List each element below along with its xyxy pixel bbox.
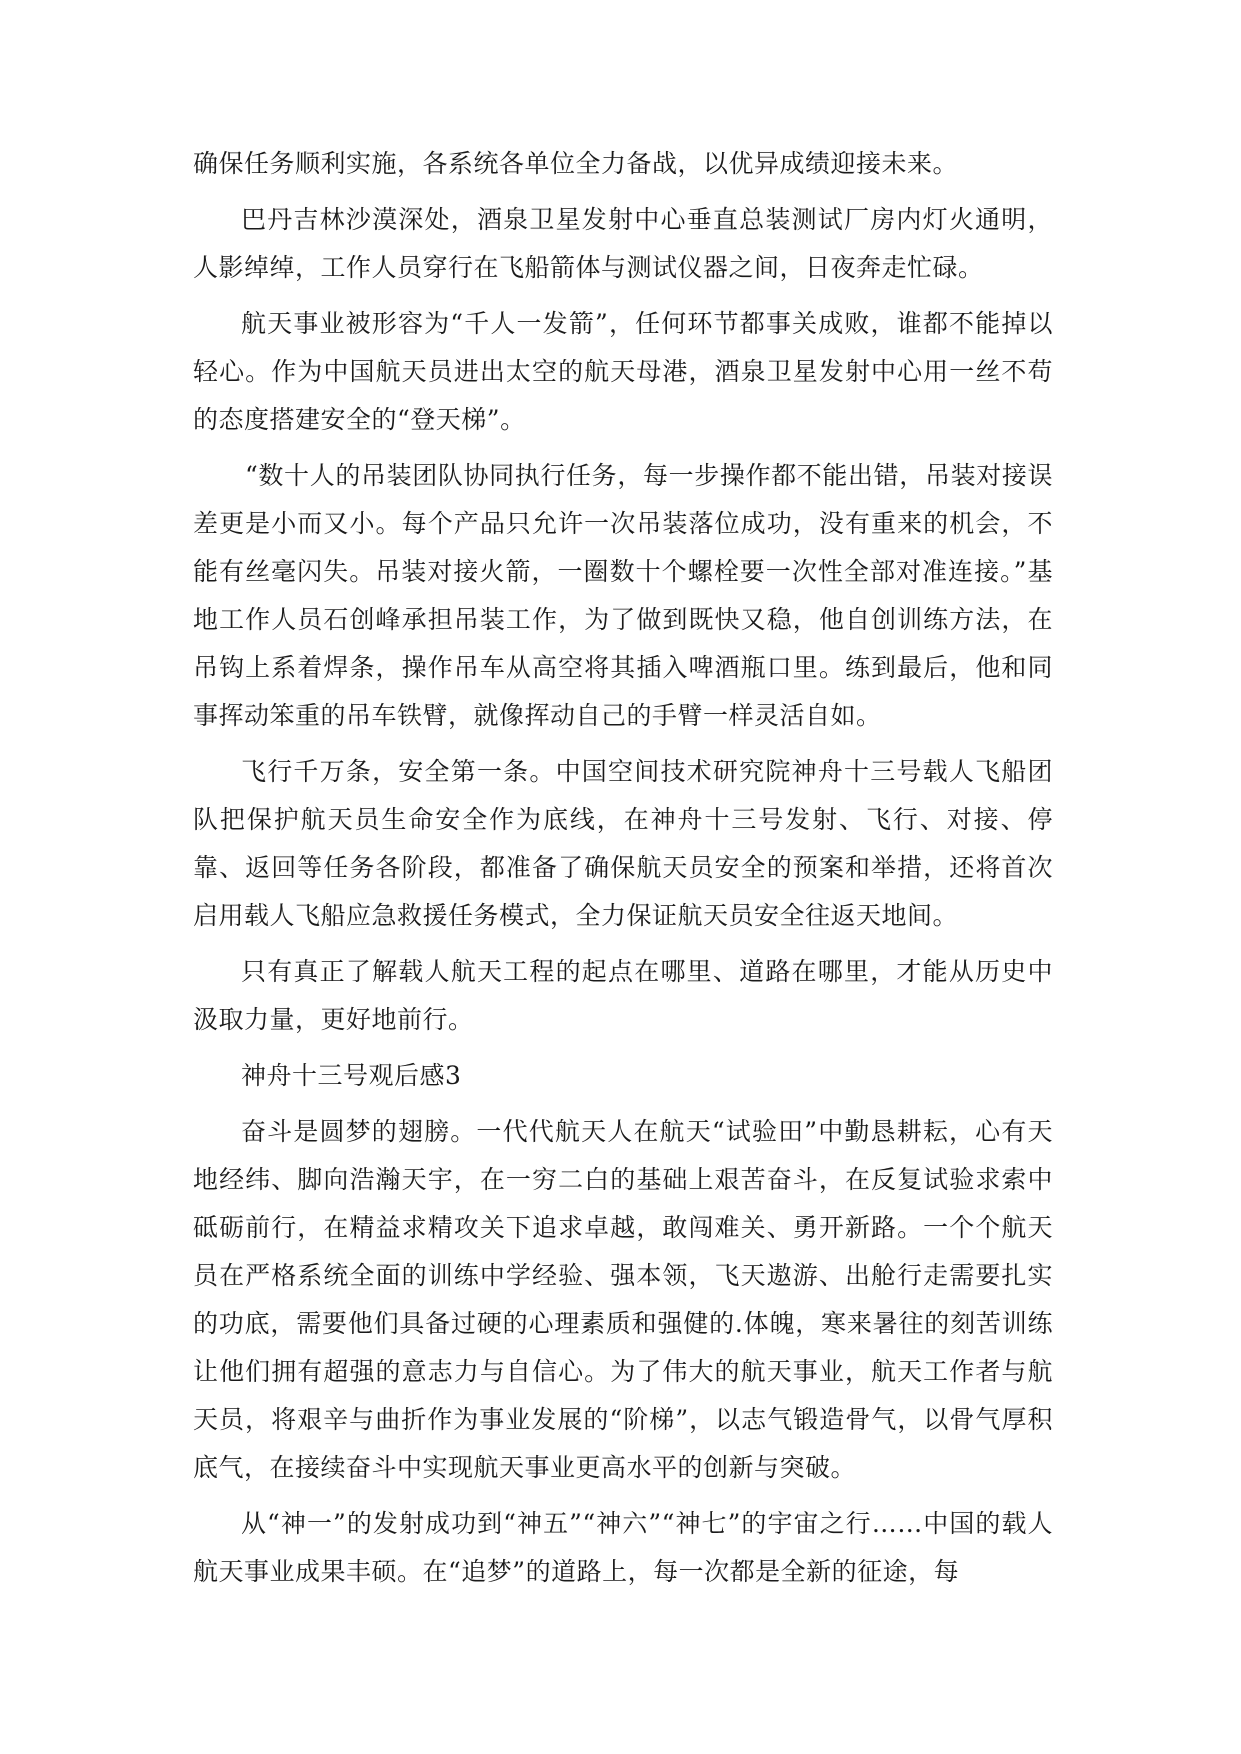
paragraph-history: 只有真正了解载人航天工程的起点在哪里、道路在哪里，才能从历史中汲取力量，更好地前行。 (193, 957, 1053, 1034)
paragraph-flight-safety: 飞行千万条，安全第一条。中国空间技术研究院神舟十三号载人飞船团队把保护航天员生命安全作为底线，在神舟十三号发射、飞行、对接、停靠、返回等任务各阶段，都准备了确保航天员安全的预案和举措，还将首次启用载人飞船应急救援任务模式，全力保证航天员安全往返天地间。 (193, 757, 1053, 930)
section-heading: 神舟十三号观后感3 (241, 1061, 462, 1090)
paragraph-aerospace-cause: 航天事业被形容为“千人一发箭”，任何环节都事关成败，谁都不能掉以轻心。作为中国航天员进出太空的航天母港，酒泉卫星发射中心用一丝不苟的态度搭建安全的“登天梯”。 (193, 309, 1053, 434)
paragraph-continuation: 确保任务顺利实施，各系统各单位全力备战，以优异成绩迎接未来。 (193, 149, 959, 178)
paragraph-struggle: 奋斗是圆梦的翅膀。一代代航天人在航天“试验田”中勤恳耕耘，心有天地经纬、脚向浩瀚天宇，在一穷二白的基础上艰苦奋斗，在反复试验求索中砥砺前行，在精益求精攻关下追求卓越，敢闯难关、勇开新路。一个个航天员在严格系统全面的训练中学经验、强本领，飞天遨游、出舱行走需要扎实的功底，需要他们具备过硬的心理素质和强健的.体魄，寒来暑往的刻苦训练让他们拥有超强的意志力与自信心。为了伟大的航天事业，航天工作者与航天员，将艰辛与曲折作为事业发展的“阶梯”，以志气锻造骨气，以骨气厚积底气，在接续奋斗中实现航天事业更高水平的创新与突破。 (193, 1117, 1053, 1482)
paragraph-hoisting-team: “数十人的吊装团队协同执行任务，每一步操作都不能出错，吊装对接误差更是小而又小。每个产品只允许一次吊装落位成功，没有重来的机会，不能有丝毫闪失。吊装对接火箭，一圈数十个螺栓要一次性全部对准连接。”基地工作人员石创峰承担吊装工作，为了做到既快又稳，他自创训练方法，在吊钩上系着焊条，操作吊车从高空将其插入啤酒瓶口里。练到最后，他和同事挥动笨重的吊车铁臂，就像挥动自己的手臂一样灵活自如。 (193, 461, 1053, 730)
paragraph-badain-jaran: 巴丹吉林沙漠深处，酒泉卫星发射中心垂直总装测试厂房内灯火通明，人影绰绰，工作人员穿行在飞船箭体与测试仪器之间，日夜奔走忙碌。 (193, 205, 1053, 282)
paragraph-shenzhou-journey: 从“神一”的发射成功到“神五”“神六”“神七”的宇宙之行……中国的载人航天事业成果丰硕。在“追梦”的道路上，每一次都是全新的征途，每 (193, 1509, 1053, 1586)
document-page (193, 140, 1053, 1604)
